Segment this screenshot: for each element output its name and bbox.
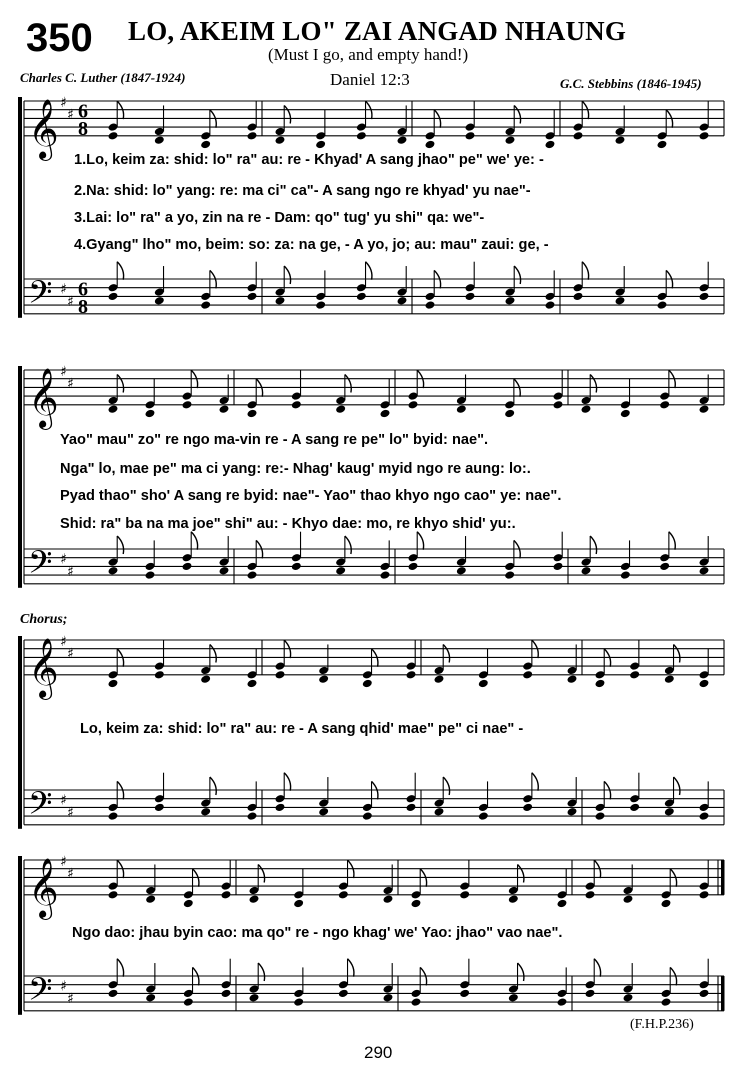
- note-flag: [590, 536, 596, 554]
- note-head: [108, 811, 119, 821]
- sharp-sign: ♯: [67, 563, 74, 580]
- note-head: [247, 570, 258, 580]
- scripture-reference: Daniel 12:3: [330, 70, 410, 89]
- note-head: [478, 679, 489, 689]
- note-head: [200, 140, 211, 150]
- note-head: [581, 566, 592, 576]
- note-head: [456, 404, 467, 414]
- note-flag: [532, 773, 538, 791]
- note-flag: [594, 959, 600, 977]
- note-head: [545, 140, 556, 150]
- note-flag: [345, 374, 351, 392]
- note-head: [145, 409, 156, 419]
- note-head: [699, 566, 710, 576]
- note-head: [545, 300, 556, 310]
- note-head: [183, 997, 194, 1007]
- note-head: [247, 409, 258, 419]
- note-head: [508, 894, 519, 904]
- note-head: [356, 292, 367, 302]
- note-flag: [590, 374, 596, 392]
- note-head: [657, 300, 668, 310]
- note-head: [247, 679, 258, 689]
- verse-4-line-2: Shid: ra" ba na ma joe" shi" au: - Khyo dae: mo, re khyo shid' yu:.: [60, 516, 516, 532]
- note-head: [108, 566, 119, 576]
- note-flag: [674, 644, 680, 662]
- note-head: [615, 296, 626, 306]
- time-signature-bottom: 8: [78, 117, 88, 140]
- note-head: [434, 807, 445, 817]
- note-head: [200, 300, 211, 310]
- system-bracket: [18, 856, 22, 1015]
- note-head: [567, 674, 578, 684]
- note-head: [459, 989, 470, 999]
- note-head: [380, 409, 391, 419]
- note-head: [293, 997, 304, 1007]
- note-head: [408, 562, 419, 572]
- note-head: [699, 811, 710, 821]
- note-head: [573, 292, 584, 302]
- sharp-sign: ♯: [67, 107, 74, 124]
- sharp-sign: ♯: [67, 990, 74, 1007]
- note-head: [380, 570, 391, 580]
- note-head: [573, 131, 584, 141]
- note-head: [356, 131, 367, 141]
- note-head: [154, 803, 165, 813]
- note-head: [145, 894, 156, 904]
- note-flag: [117, 536, 123, 554]
- bass-clef: 𝄢: [28, 785, 53, 830]
- note-flag: [443, 777, 449, 795]
- hymn-subtitle: (Must I go, and empty hand!): [268, 45, 469, 64]
- note-flag: [366, 262, 372, 280]
- sharp-sign: ♯: [60, 551, 67, 568]
- note-flag: [514, 266, 520, 284]
- final-barline: [721, 976, 725, 1011]
- note-head: [504, 409, 515, 419]
- note-head: [505, 296, 516, 306]
- chorus-line-1: Lo, keim za: shid: lo" ra" au: re - A sang qhid' mae" pe" ci nae" -: [80, 721, 524, 737]
- note-flag: [582, 262, 588, 280]
- note-head: [362, 811, 373, 821]
- note-head: [383, 894, 394, 904]
- verse-1-line-1: 1.Lo, keim za: shid: lo" ra" au: re - Khyad' A sang jhao" pe" we' ye: -: [74, 152, 544, 168]
- verse-2-line-2: Nga" lo, mae pe" ma ci yang: re:- Nhag' kaug' myid ngo re aung: lo:.: [60, 461, 531, 477]
- note-head: [145, 993, 156, 1003]
- sharp-sign: ♯: [60, 634, 67, 650]
- note-head: [522, 670, 533, 680]
- note-head: [200, 807, 211, 817]
- note-head: [108, 989, 119, 999]
- page-number: 290: [364, 1043, 393, 1062]
- note-head: [661, 997, 672, 1007]
- treble-clef: 𝄞: [28, 857, 59, 918]
- note-head: [247, 811, 258, 821]
- note-head: [629, 803, 640, 813]
- note-head: [182, 400, 193, 410]
- time-signature-top: 6: [78, 100, 88, 123]
- system-bracket: [18, 636, 22, 829]
- note-flag: [117, 374, 123, 392]
- note-head: [108, 131, 119, 141]
- note-head: [595, 811, 606, 821]
- note-head: [661, 899, 672, 909]
- note-head: [182, 562, 193, 572]
- bass-clef: 𝄢: [28, 971, 53, 1016]
- note-head: [108, 890, 119, 900]
- note-head: [456, 566, 467, 576]
- sharp-sign: ♯: [60, 978, 67, 995]
- note-head: [505, 135, 516, 145]
- note-flag: [669, 532, 675, 550]
- note-head: [623, 993, 634, 1003]
- note-head: [247, 292, 258, 302]
- note-head: [338, 890, 349, 900]
- note-head: [406, 803, 417, 813]
- note-head: [408, 400, 419, 410]
- note-flag: [443, 644, 449, 662]
- note-head: [659, 400, 670, 410]
- bass-clef: 𝄢: [28, 274, 53, 319]
- note-flag: [210, 644, 216, 662]
- note-head: [465, 292, 476, 302]
- note-head: [425, 140, 436, 150]
- note-head: [249, 894, 260, 904]
- note-flag: [674, 777, 680, 795]
- note-head: [275, 135, 286, 145]
- note-flag: [518, 963, 524, 981]
- note-head: [567, 807, 578, 817]
- note-head: [219, 404, 230, 414]
- note-head: [338, 989, 349, 999]
- verse-2-line-1: 2.Na: shid: lo" yang: re: ma ci" ca"- A sang ngo re khyad' yu nae"-: [74, 183, 531, 199]
- sharp-sign: ♯: [67, 804, 74, 821]
- note-head: [145, 570, 156, 580]
- note-flag: [284, 105, 290, 123]
- note-flag: [191, 532, 197, 550]
- sharp-sign: ♯: [67, 866, 74, 883]
- sharp-sign: ♯: [60, 792, 67, 809]
- note-head: [553, 562, 564, 572]
- note-head: [478, 811, 489, 821]
- note-head: [154, 296, 165, 306]
- sharp-sign: ♯: [60, 281, 67, 298]
- time-signature-top: 6: [78, 278, 88, 301]
- note-head: [595, 679, 606, 689]
- note-head: [629, 670, 640, 680]
- note-head: [335, 566, 346, 576]
- note-head: [275, 670, 286, 680]
- note-flag: [284, 266, 290, 284]
- note-head: [318, 674, 329, 684]
- note-head: [362, 679, 373, 689]
- note-flag: [117, 262, 123, 280]
- verse-1-line-2: Yao" mau" zo" re ngo ma-vin re - A sang re pe" lo" byid: nae".: [60, 432, 489, 448]
- note-head: [383, 993, 394, 1003]
- time-signature-bottom: 8: [78, 295, 88, 318]
- sharp-sign: ♯: [60, 364, 67, 380]
- note-head: [699, 989, 710, 999]
- note-head: [275, 803, 286, 813]
- note-head: [699, 131, 710, 141]
- note-flag: [514, 105, 520, 123]
- verse-4-line-1: 4.Gyang" lho" mo, beim: so: za: na ge, - A yo, jo; au: mau" zaui: ge, -: [74, 237, 549, 253]
- note-head: [154, 670, 165, 680]
- note-head: [275, 296, 286, 306]
- system-bracket: [18, 97, 22, 318]
- treble-clef: 𝄞: [28, 637, 59, 698]
- note-head: [397, 296, 408, 306]
- chorus-label: Chorus;: [20, 612, 68, 627]
- note-head: [434, 674, 445, 684]
- note-head: [108, 404, 119, 414]
- note-head: [557, 997, 568, 1007]
- note-head: [699, 890, 710, 900]
- note-head: [108, 679, 119, 689]
- arranger-credit: G.C. Stebbins (1846-1945): [560, 76, 702, 91]
- hymn-title: LO, AKEIM LO" ZAI ANGAD NHAUNG: [128, 16, 627, 46]
- note-head: [221, 890, 232, 900]
- note-head: [411, 997, 422, 1007]
- note-head: [620, 570, 631, 580]
- note-head: [291, 400, 302, 410]
- note-head: [315, 300, 326, 310]
- sharp-sign: ♯: [67, 376, 74, 393]
- system-bracket: [18, 366, 22, 588]
- note-head: [664, 674, 675, 684]
- note-head: [699, 292, 710, 302]
- note-flag: [345, 536, 351, 554]
- note-head: [699, 404, 710, 414]
- note-head: [293, 899, 304, 909]
- note-head: [108, 292, 119, 302]
- note-head: [183, 899, 194, 909]
- note-head: [657, 140, 668, 150]
- note-head: [623, 894, 634, 904]
- sharp-sign: ♯: [60, 95, 67, 111]
- note-flag: [258, 864, 264, 882]
- note-head: [557, 899, 568, 909]
- note-head: [585, 890, 596, 900]
- note-head: [585, 989, 596, 999]
- note-head: [425, 300, 436, 310]
- note-head: [504, 570, 515, 580]
- note-head: [411, 899, 422, 909]
- note-head: [335, 404, 346, 414]
- note-head: [249, 993, 260, 1003]
- note-head: [154, 135, 165, 145]
- sharp-sign: ♯: [67, 646, 74, 663]
- note-flag: [117, 959, 123, 977]
- note-head: [664, 807, 675, 817]
- verse-3-line-2: Pyad thao" sho' A sang re byid: nae"- Yao" thao khyo ngo cao" ye: nae".: [60, 488, 562, 504]
- composer-credit: Charles C. Luther (1847-1924): [20, 70, 186, 85]
- note-head: [508, 993, 519, 1003]
- sharp-sign: ♯: [60, 854, 67, 870]
- note-head: [465, 131, 476, 141]
- verse-3-line-1: 3.Lai: lo" ra" a yo, zin na re - Dam: qo" tug' yu shi" qa: we"-: [74, 210, 485, 226]
- final-barline: [721, 860, 725, 895]
- note-head: [219, 566, 230, 576]
- note-flag: [348, 959, 354, 977]
- treble-clef: 𝄞: [28, 367, 59, 428]
- note-head: [620, 409, 631, 419]
- note-head: [581, 404, 592, 414]
- note-head: [699, 679, 710, 689]
- note-head: [318, 807, 329, 817]
- note-flag: [417, 532, 423, 550]
- note-head: [553, 400, 564, 410]
- note-flag: [284, 773, 290, 791]
- note-flag: [210, 777, 216, 795]
- source-reference: (F.H.P.236): [630, 1017, 694, 1032]
- note-head: [659, 562, 670, 572]
- note-head: [247, 131, 258, 141]
- treble-clef: 𝄞: [28, 98, 59, 159]
- note-head: [291, 562, 302, 572]
- note-head: [315, 140, 326, 150]
- note-flag: [258, 963, 264, 981]
- note-head: [522, 803, 533, 813]
- sharp-sign: ♯: [67, 293, 74, 310]
- hymn-number: 350: [26, 16, 93, 60]
- note-head: [406, 670, 417, 680]
- note-flag: [518, 864, 524, 882]
- note-head: [221, 989, 232, 999]
- note-head: [200, 674, 211, 684]
- chorus-line-2: Ngo dao: jhau byin cao: ma qo" re - ngo khag' we' Yao: jhao" vao nae".: [72, 925, 563, 941]
- bass-clef: 𝄢: [28, 544, 53, 589]
- note-head: [397, 135, 408, 145]
- note-head: [615, 135, 626, 145]
- note-head: [459, 890, 470, 900]
